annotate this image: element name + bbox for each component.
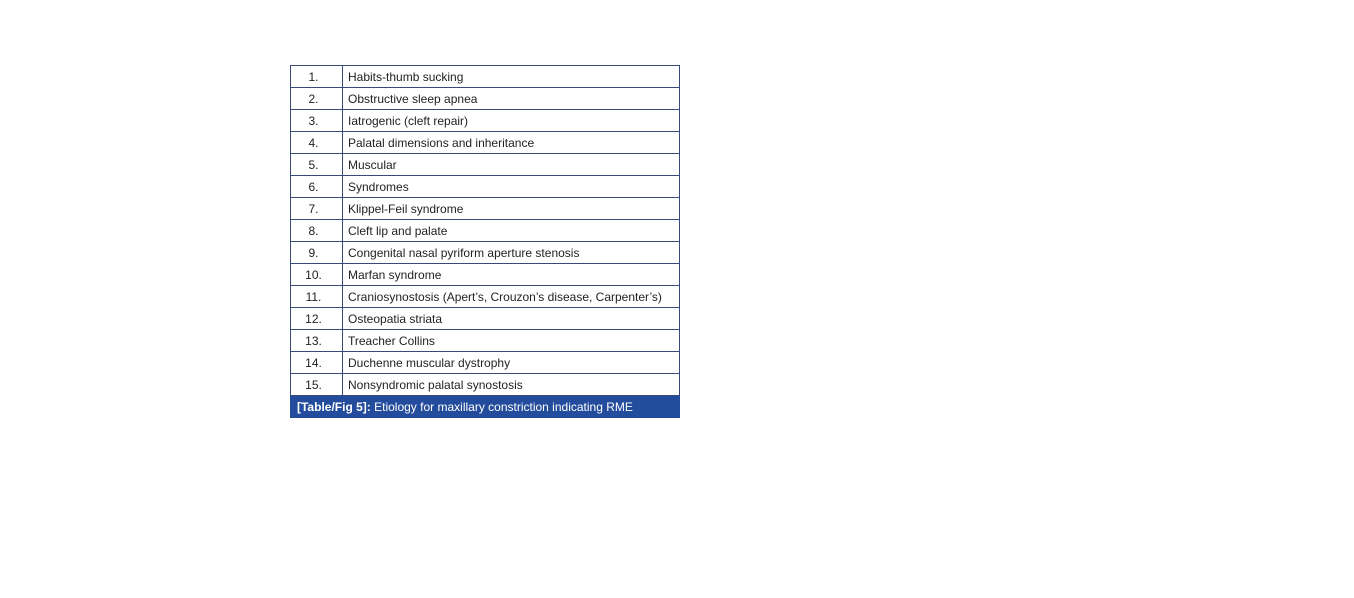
table-row	[291, 308, 680, 330]
row-text: Nonsyndromic palatal synostosis	[343, 374, 680, 396]
table-row	[291, 264, 680, 286]
row-text: Marfan syndrome	[343, 264, 680, 286]
row-text: Muscular	[343, 154, 680, 176]
row-text: Palatal dimensions and inheritance	[343, 132, 680, 154]
table-caption	[290, 396, 680, 418]
table-row	[291, 374, 680, 396]
table-row	[291, 132, 680, 154]
row-text: Craniosynostosis (Apert’s, Crouzon’s disease, Carpenter’s)	[343, 286, 680, 308]
etiology-table	[290, 65, 680, 396]
row-number: 13.	[291, 330, 343, 352]
caption-text: Etiology for maxillary constriction indicating RME	[370, 400, 633, 414]
row-number: 7.	[291, 198, 343, 220]
table-row	[291, 242, 680, 264]
etiology-table-body	[291, 66, 680, 396]
row-number: 10.	[291, 264, 343, 286]
row-text: Iatrogenic (cleft repair)	[343, 110, 680, 132]
row-number: 8.	[291, 220, 343, 242]
row-text: Habits-thumb sucking	[343, 66, 680, 88]
row-text: Klippel-Feil syndrome	[343, 198, 680, 220]
row-number: 6.	[291, 176, 343, 198]
row-text: Congenital nasal pyriform aperture stenosis	[343, 242, 680, 264]
table-row	[291, 220, 680, 242]
table-row	[291, 286, 680, 308]
row-number: 3.	[291, 110, 343, 132]
row-text: Osteopatia striata	[343, 308, 680, 330]
table-row	[291, 176, 680, 198]
row-number: 15.	[291, 374, 343, 396]
row-number: 9.	[291, 242, 343, 264]
table-row	[291, 330, 680, 352]
row-text: Syndromes	[343, 176, 680, 198]
table-row	[291, 66, 680, 88]
row-text: Obstructive sleep apnea	[343, 88, 680, 110]
table-figure	[290, 65, 680, 418]
row-number: 2.	[291, 88, 343, 110]
row-text: Duchenne muscular dystrophy	[343, 352, 680, 374]
table-row	[291, 88, 680, 110]
row-number: 11.	[291, 286, 343, 308]
row-number: 4.	[291, 132, 343, 154]
row-text: Treacher Collins	[343, 330, 680, 352]
table-row	[291, 110, 680, 132]
table-row	[291, 352, 680, 374]
row-number: 14.	[291, 352, 343, 374]
row-number: 12.	[291, 308, 343, 330]
row-number: 5.	[291, 154, 343, 176]
table-row	[291, 154, 680, 176]
row-number: 1.	[291, 66, 343, 88]
row-text: Cleft lip and palate	[343, 220, 680, 242]
caption-label: [Table/Fig 5]:	[297, 400, 371, 414]
table-row	[291, 198, 680, 220]
